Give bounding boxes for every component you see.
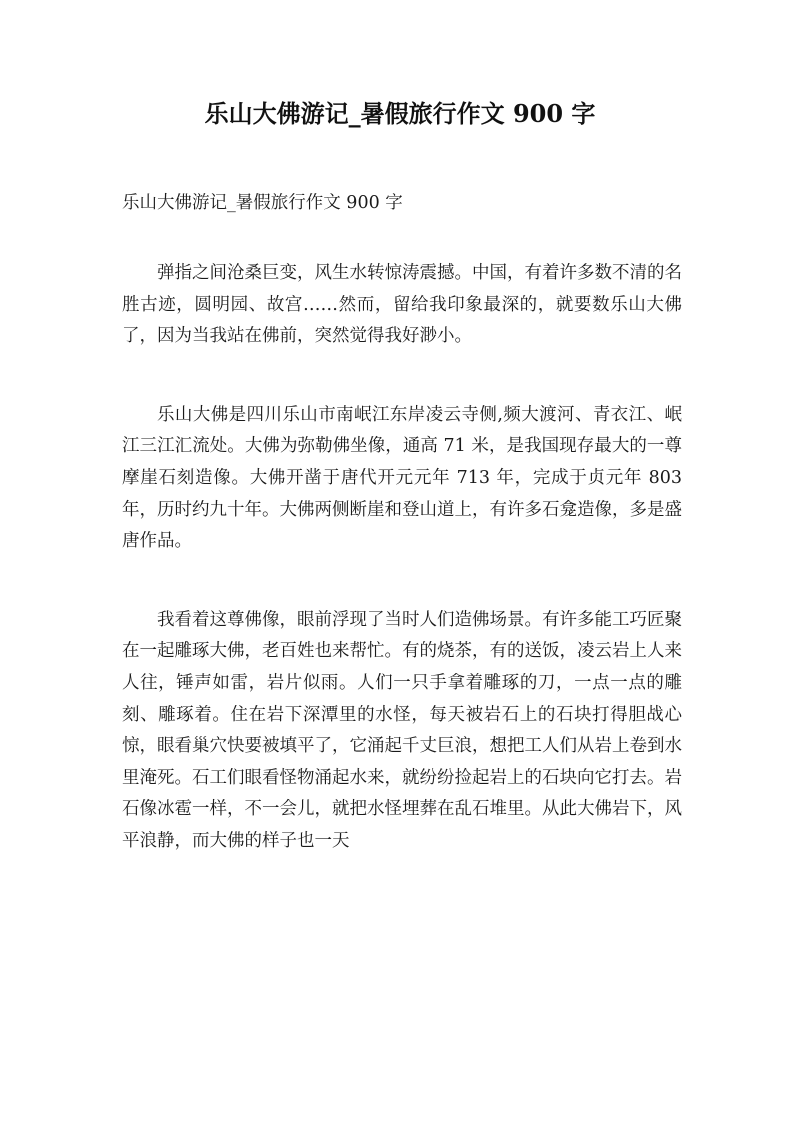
paragraph-2: 乐山大佛是四川乐山市南岷江东岸凌云寺侧,频大渡河、青衣江、岷江三江汇流处。大佛为弥勒佛坐像，通高 71 米，是我国现存最大的一尊摩崖石刻造像。大佛开凿于唐代开元元年 713 年，完成于贞元年 803 年，历时约九十年。大佛两侧断崖和登山道上，有许多石龛造像，多是盛唐作品。 xyxy=(122,404,682,552)
paragraph-3: 我看着这尊佛像，眼前浮现了当时人们造佛场景。有许多能工巧匠聚在一起雕琢大佛，老百姓也来帮忙。有的烧茶，有的送饭，凌云岩上人来人往，锤声如雷，岩片似雨。人们一只手拿着雕琢的刀，一点一点的雕刻、雕琢着。住在岩下深潭里的水怪，每天被岩石上的石块打得胆战心惊，眼看巢穴快要被填平了，它涌起千丈巨浪，想把工人们从岩上卷到水里淹死。石工们眼看怪物涌起水来，就纷纷捡起岩上的石块向它打去。岩石像冰雹一样，不一会儿，就把水怪埋葬在乱石堆里。从此大佛岩下，风平浪静，而大佛的样子也一天 xyxy=(122,609,682,851)
document-title: 乐山大佛游记_暑假旅行作文 900 字 xyxy=(204,99,596,128)
document-subtitle: 乐山大佛游记_暑假旅行作文 900 字 xyxy=(122,193,403,213)
paragraph-1: 弹指之间沧桑巨变，风生水转惊涛震撼。中国，有着许多数不清的名胜古迹，圆明园、故宫……然而，留给我印象最深的，就要数乐山大佛了，因为当我站在佛前，突然觉得我好渺小。 xyxy=(122,263,682,347)
document-body xyxy=(122,258,682,905)
